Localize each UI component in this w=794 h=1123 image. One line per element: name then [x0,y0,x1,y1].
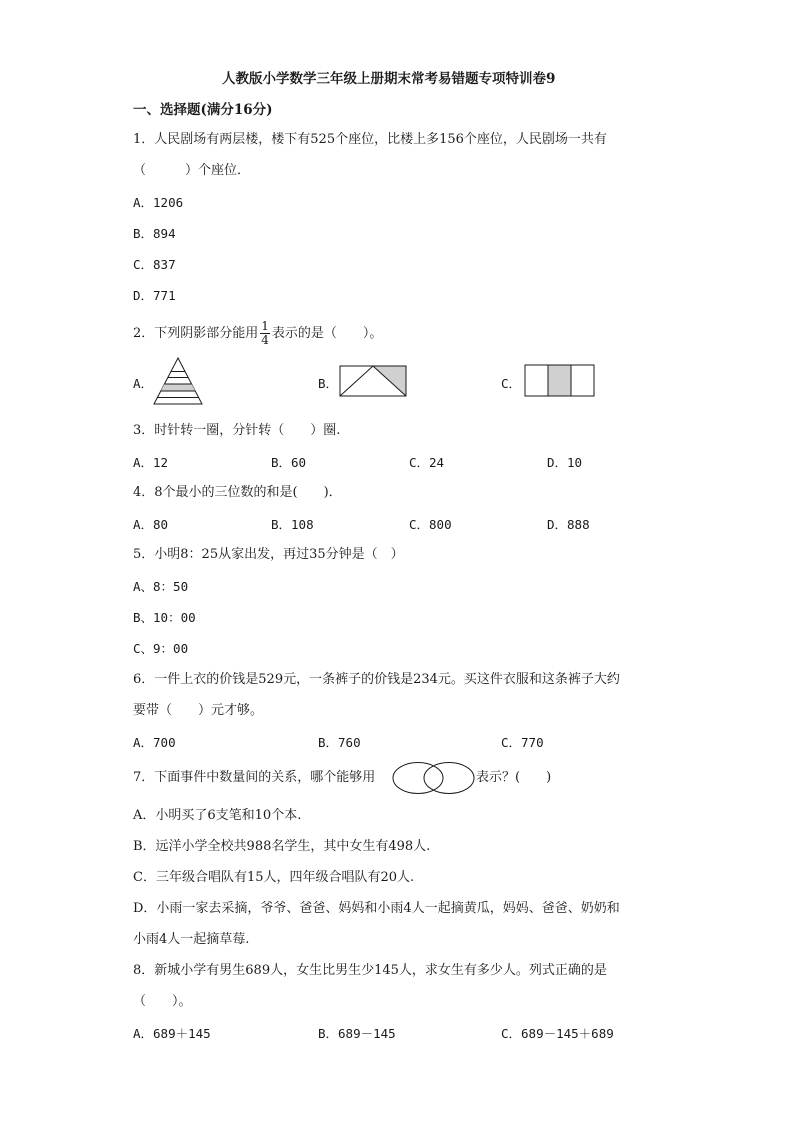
question-6-text: 6．一件上衣的价钱是529元，一条裤子的价钱是234元。买这件衣服和这条裤子大约 [133,672,620,687]
question-2-option-c[interactable]: C． [501,376,522,391]
question-6-option-a[interactable]: A．700 [133,735,176,750]
question-1-option-a[interactable]: A．1206 [133,195,184,210]
question-7-option-a[interactable]: A．小明买了6支笔和10个本. [133,808,302,823]
question-5-option-a[interactable]: A、8：50 [133,579,189,594]
question-7-option-d[interactable]: D．小雨一家去采摘，爷爷、爸爸、妈妈和小雨4人一起摘黄瓜，妈妈、爸爸、奶奶和 [133,901,620,916]
question-4-option-a[interactable]: A．80 [133,517,169,532]
venn-diagram-icon [392,761,476,795]
question-3-option-a[interactable]: A．12 [133,455,169,470]
section-heading: 一、选择题(满分16分) [133,102,273,118]
question-1-option-b[interactable]: B．894 [133,226,176,241]
question-6-option-b[interactable]: B．760 [318,735,361,750]
question-1-text: 1．人民剧场有两层楼，楼下有525个座位，比楼上多156个座位，人民剧场一共有 [133,132,607,147]
three-part-rectangle-figure [524,364,596,398]
question-4-option-d[interactable]: D．888 [547,517,590,532]
question-8-option-c[interactable]: C．689－145＋689 [501,1026,614,1041]
question-4-option-b[interactable]: B．108 [271,517,314,532]
question-7-text-pre: 7．下面事件中数量间的关系，哪个能够用 [133,770,376,785]
question-2-text-post: 表示的是（ ）。 [271,326,383,341]
question-7-option-d-cont: 小雨4人一起摘草莓. [133,932,250,947]
question-7-text-post: 表示？( ) [476,770,552,785]
fraction-numerator: 1 [261,319,269,333]
question-8-option-a[interactable]: A．689＋145 [133,1026,211,1041]
question-1-option-c[interactable]: C．837 [133,257,176,272]
question-5-option-c[interactable]: C、9：00 [133,641,189,656]
question-6-option-c[interactable]: C．770 [501,735,544,750]
fraction-one-quarter [260,320,270,347]
page-title: 人教版小学数学三年级上册期末常考易错题专项特训卷9 [222,71,556,87]
question-3-option-d[interactable]: D．10 [547,455,583,470]
question-2-text [133,320,382,348]
question-8-text: 8．新城小学有男生689人，女生比男生少145人，求女生有多少人。列式正确的是 [133,963,607,978]
triangle-striped-figure [152,356,204,406]
question-4-text: 4．8个最小的三位数的和是( )． [133,485,342,500]
question-3-option-b[interactable]: B．60 [271,455,307,470]
question-2-option-a[interactable]: A． [133,376,154,391]
question-8-text-cont: （ ）。 [133,994,192,1009]
question-5-option-b[interactable]: B、10：00 [133,610,196,625]
question-1-option-d[interactable]: D．771 [133,288,176,303]
question-5-text: 5．小明8：25从家出发，再过35分钟是（ ） [133,547,404,562]
question-4-option-c[interactable]: C．800 [409,517,452,532]
question-1-text-cont: （ ）个座位． [133,163,251,178]
question-2-text-pre: 2．下列阴影部分能用 [133,326,259,341]
fraction-denominator: 4 [261,333,269,347]
question-2-option-b[interactable]: B． [318,376,339,391]
question-3-option-c[interactable]: C．24 [409,455,445,470]
rectangle-triangles-figure [339,365,409,397]
question-7-option-b[interactable]: B．远洋小学全校共988名学生，其中女生有498人. [133,839,431,854]
question-7-option-c[interactable]: C．三年级合唱队有15人，四年级合唱队有20人. [133,870,415,885]
question-8-option-b[interactable]: B．689－145 [318,1026,396,1041]
question-6-text-cont: 要带（ ）元才够。 [133,703,264,718]
question-3-text: 3．时针转一圈，分针转（ ）圈. [133,423,341,438]
